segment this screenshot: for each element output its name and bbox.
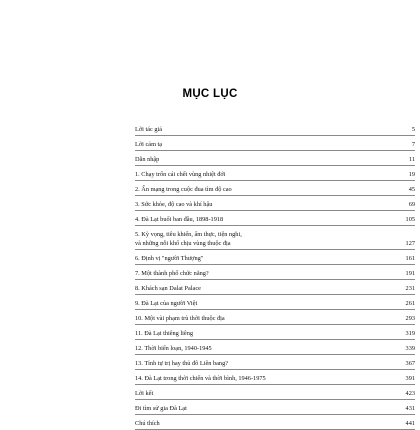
toc-entry-page: 319 — [405, 330, 415, 337]
toc-entry — [135, 250, 415, 265]
toc-entry-page: 231 — [405, 285, 415, 292]
toc-entry — [135, 415, 415, 430]
toc-entry — [135, 125, 415, 136]
toc-entry — [135, 166, 415, 181]
toc-entry — [135, 295, 415, 310]
toc-entry — [135, 370, 415, 385]
toc-entry-title: 13. Tỉnh tự trị hay thủ đô Liên bang? — [135, 360, 229, 367]
toc-entry-title: 11. Đà Lạt thiêng liêng — [135, 330, 193, 337]
toc-entry-page: 11 — [408, 156, 415, 163]
toc-entry-page: 441 — [405, 420, 415, 427]
toc-entry — [135, 196, 415, 211]
toc-entry-page: 45 — [408, 186, 415, 193]
toc-entry — [135, 136, 415, 151]
toc-entry — [135, 325, 415, 340]
toc-entry-page: 105 — [405, 216, 415, 223]
toc-entry-page: 191 — [405, 270, 415, 277]
toc-entry-title: 2. Ấn mạng trong cuộc đua tìm độ cao — [135, 186, 232, 193]
toc-entry-title: 10. Một vài phạm trù thời thuộc địa — [135, 315, 225, 322]
toc-entry — [135, 181, 415, 196]
toc-entry-title: 3. Sức khỏe, độ cao và khí hậu — [135, 201, 213, 208]
toc-entry-title: 6. Định vị "người Thượng" — [135, 255, 204, 262]
table-of-contents — [135, 125, 415, 430]
toc-entry-title-line: 5. Kỳ vọng, tiêu khiển, ẩm thực, tiện nghi, — [135, 231, 242, 238]
toc-entry-title: 9. Đà Lạt của người Việt — [135, 300, 198, 307]
toc-entry — [135, 151, 415, 166]
toc-entry — [135, 310, 415, 325]
toc-entry-page: 391 — [405, 375, 415, 382]
toc-entry-page: 69 — [408, 201, 415, 208]
toc-entry-title: 1. Chạy trốn cái chết vùng nhiệt đới — [135, 171, 226, 178]
toc-entry-title: Lời kết — [135, 390, 154, 397]
toc-entry-title-line: và những nỗi khổ chịu vùng thuộc địa — [135, 240, 231, 247]
toc-entry-page: 339 — [405, 345, 415, 352]
toc-entry — [135, 265, 415, 280]
toc-entry-title: Chú thích — [135, 420, 160, 427]
toc-entry-page: 161 — [405, 255, 415, 262]
toc-entry — [135, 280, 415, 295]
toc-entry-page: 7 — [411, 141, 415, 148]
toc-entry-title: 7. Một thành phố chức năng? — [135, 270, 209, 277]
toc-entry-title: Đi tìm sử gia Đà Lạt — [135, 405, 187, 412]
toc-entry-page: 423 — [405, 390, 415, 397]
toc-entry-title — [135, 230, 335, 249]
toc-entry-title: 14. Đà Lạt trong thời chiến và thời bình, 1946-1975 — [135, 375, 266, 382]
toc-entry — [135, 226, 415, 250]
toc-entry — [135, 385, 415, 400]
toc-entry-page: 293 — [405, 315, 415, 322]
toc-entry — [135, 211, 415, 226]
toc-entry-page: 19 — [408, 171, 415, 178]
toc-entry-title: 12. Thời biến loạn, 1940-1945 — [135, 345, 212, 352]
toc-entry-title: Lời tác giả — [135, 126, 163, 133]
toc-entry-page: 261 — [405, 300, 415, 307]
toc-entry-page: 367 — [405, 360, 415, 367]
toc-entry-title: 4. Đà Lạt buổi ban đầu, 1898-1918 — [135, 216, 224, 223]
page-title: MỤC LỤC — [182, 88, 238, 100]
toc-entry-title: Lời cảm tạ — [135, 141, 163, 148]
toc-entry — [135, 355, 415, 370]
toc-entry-page: 431 — [405, 405, 415, 412]
toc-entry-page: 127 — [405, 240, 415, 247]
toc-entry-page: 5 — [411, 126, 415, 133]
toc-entry-title: 8. Khách sạn Dalat Palace — [135, 285, 201, 292]
toc-entry — [135, 340, 415, 355]
toc-entry-title: Dẫn nhập — [135, 156, 160, 163]
toc-entry — [135, 400, 415, 415]
